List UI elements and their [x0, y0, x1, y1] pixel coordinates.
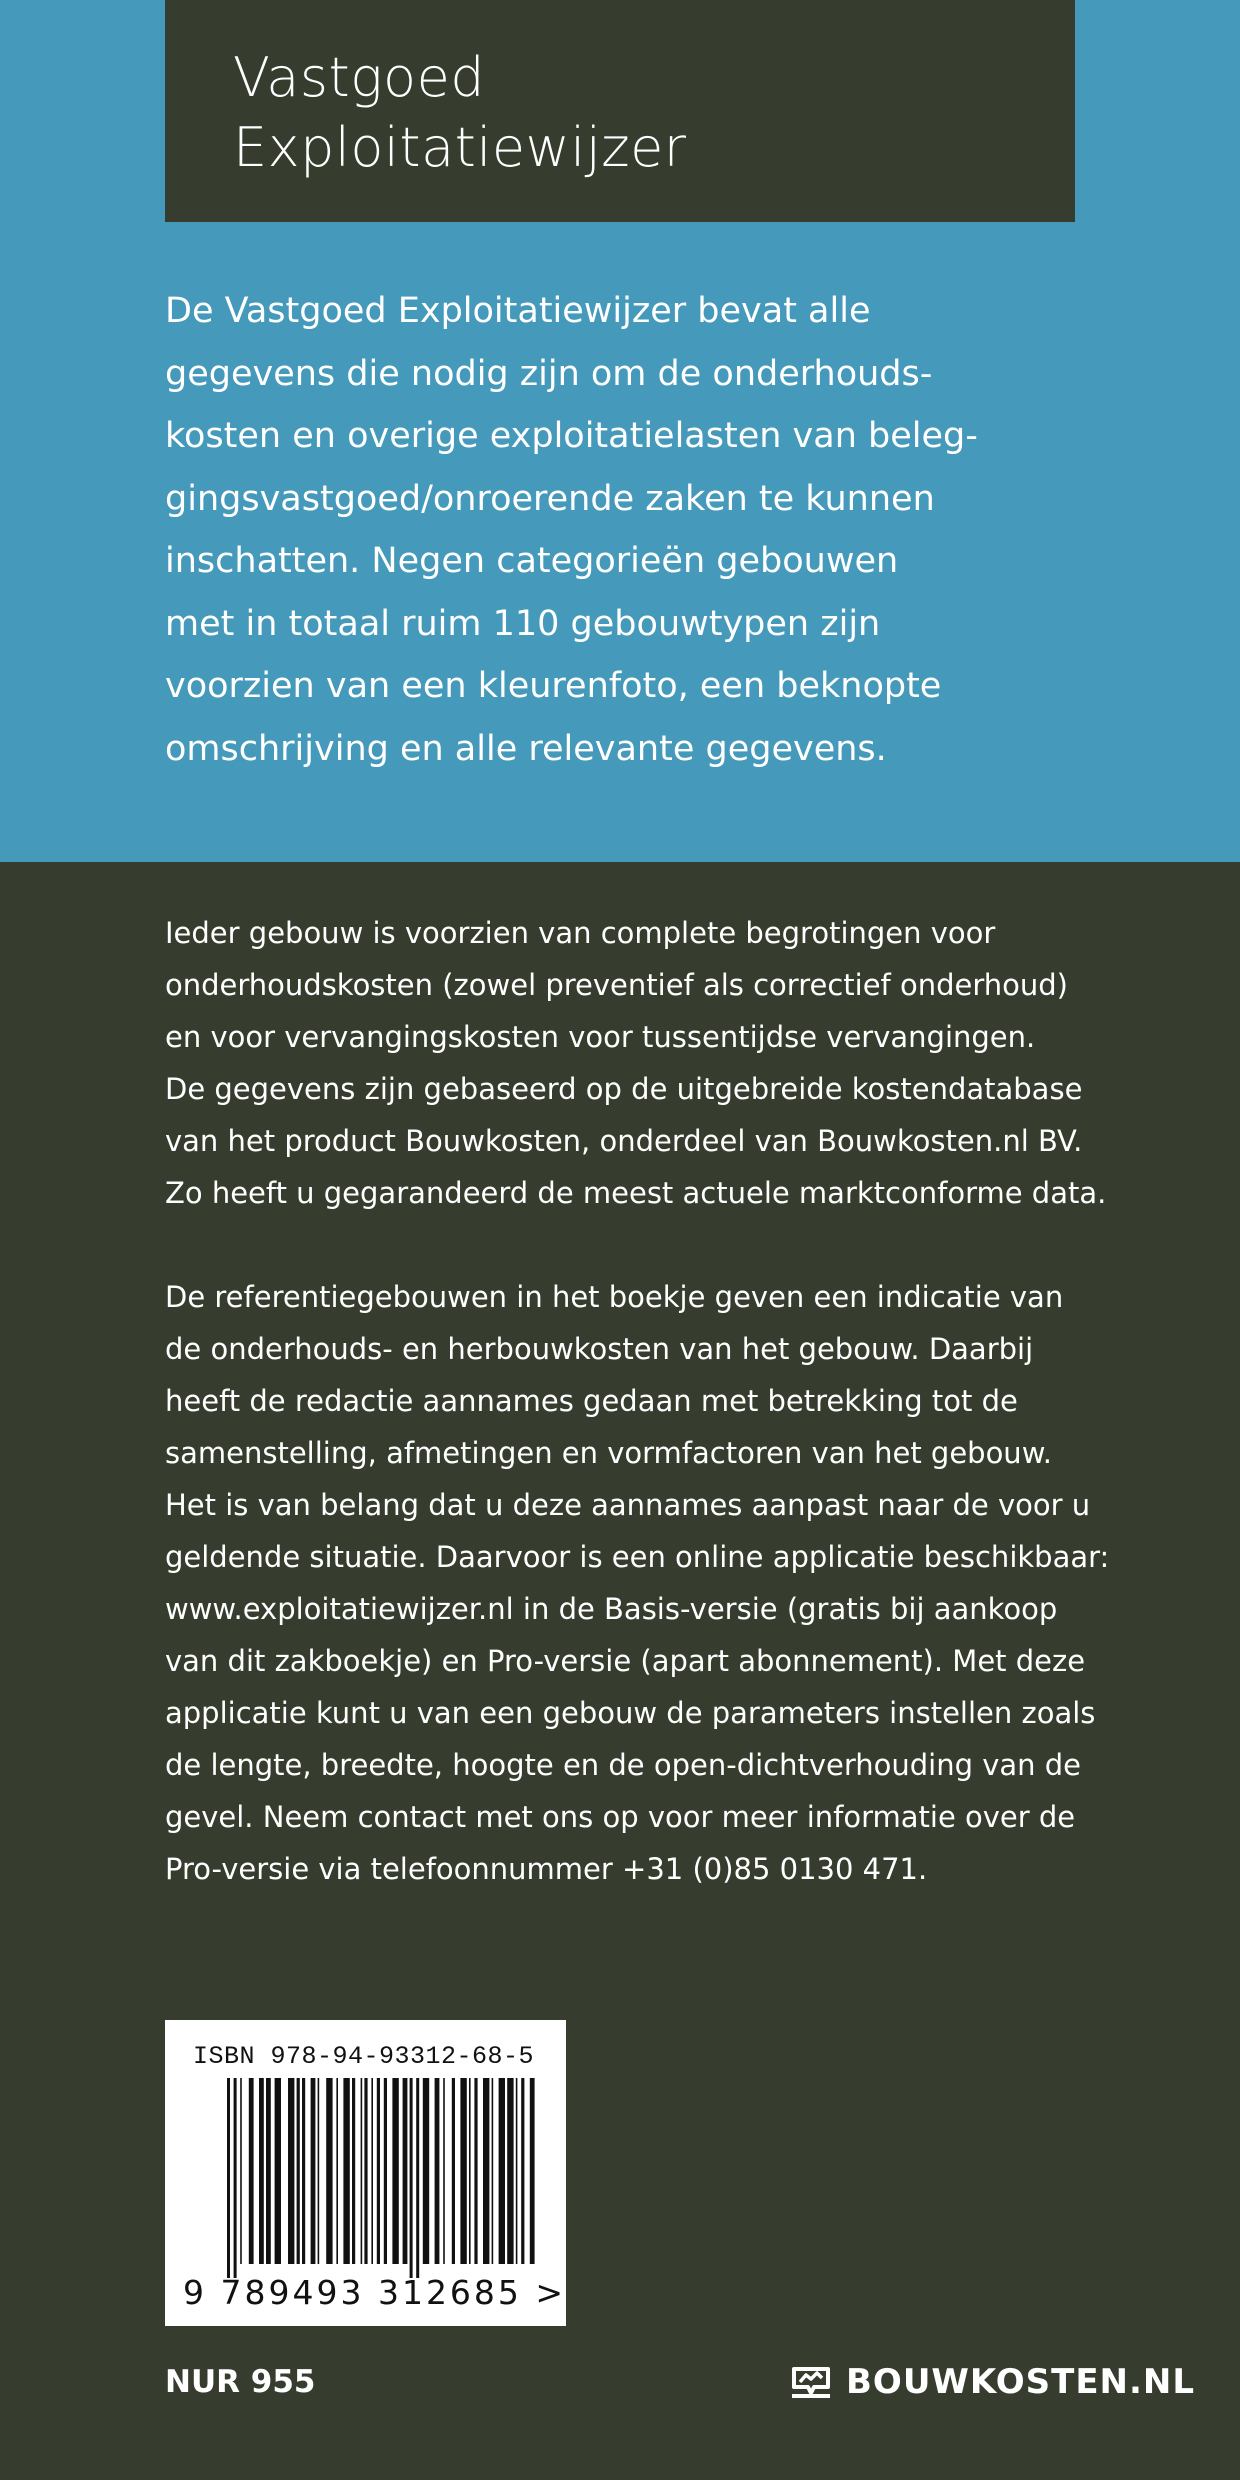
book-title-line-1: Vastgoed — [233, 46, 486, 109]
paragraph-line: Het is van belang dat u deze aannames aanpast naar de voor u — [165, 1488, 1091, 1522]
barcode-bar — [227, 2078, 230, 2278]
paragraph-line: de onderhouds- en herbouwkosten van het gebouw. Daarbij — [165, 1332, 1034, 1366]
barcode-bar — [336, 2078, 338, 2264]
paragraph-line: www.exploitatiewijzer.nl in de Basis-versie (gratis bij aankoop — [165, 1592, 1058, 1626]
barcode-bar — [259, 2078, 264, 2264]
paragraph-line: van dit zakboekje) en Pro-versie (apart abonnement). Met deze — [165, 1644, 1086, 1678]
ean-digits: 9 789493 312685 > — [183, 2273, 567, 2312]
barcode-bar — [288, 2078, 294, 2264]
barcode-bar — [483, 2078, 489, 2264]
intro-line: gegevens die nodig zijn om de onderhouds- — [165, 353, 933, 394]
intro-line: kosten en overige exploitatielasten van beleg- — [165, 416, 978, 456]
intro-text — [165, 280, 1085, 780]
paragraph-line: geldende situatie. Daarvoor is een online applicatie beschikbaar: — [165, 1540, 1110, 1574]
paragraph-reference-buildings — [165, 1271, 1145, 1895]
paragraph-line: Ieder gebouw is voorzien van complete begrotingen voor — [165, 916, 996, 950]
barcode-bar — [364, 2078, 367, 2264]
paragraph-line: Zo heeft u gegarandeerd de meest actuele marktconforme data. — [165, 1176, 1107, 1210]
barcode-bar — [266, 2078, 271, 2264]
intro-line: omschrijving en alle relevante gegevens. — [165, 728, 887, 769]
barcode-bar — [507, 2078, 513, 2264]
barcode-bar — [361, 2078, 363, 2264]
barcode-bar — [234, 2078, 237, 2278]
intro-line: met in totaal ruim 110 gebouwtypen zijn — [165, 603, 881, 644]
barcode-bar — [297, 2078, 300, 2264]
barcode-bar — [410, 2078, 413, 2278]
barcode-bar — [435, 2078, 440, 2264]
paragraph-line: onderhoudskosten (zowel preventief als correctief onderhoud) — [165, 968, 1068, 1002]
barcode-bar — [318, 2078, 320, 2264]
publisher-logo — [790, 2360, 1195, 2404]
paragraph-line: De referentiegebouwen in het boekje geven een indicatie van — [165, 1280, 1064, 1314]
paragraph-line: De gegevens zijn gebaseerd op de uitgebreide kostendatabase — [165, 1072, 1083, 1106]
barcode-bar — [249, 2078, 254, 2264]
nur-code: NUR 955 — [165, 2364, 316, 2400]
paragraph-line: Pro-versie via telefoonnummer +31 (0)85 0130 471. — [165, 1852, 928, 1886]
intro-line: De Vastgoed Exploitatiewijzer bevat alle — [165, 291, 871, 331]
intro-line: inschatten. Negen categorieën gebouwen — [165, 541, 899, 581]
paragraph-cost-estimates — [165, 907, 1145, 1219]
barcode-bar — [423, 2078, 429, 2264]
isbn-label: ISBN 978-94-93312-68-5 — [193, 2042, 535, 2071]
paragraph-line: heeft de redactie aannames gedaan met betrekking tot de — [165, 1384, 1018, 1418]
barcode-bar — [392, 2078, 398, 2264]
isbn-barcode — [165, 2020, 566, 2326]
publisher-name: BOUWKOSTEN.NL — [846, 2362, 1196, 2402]
paragraph-line: de lengte, breedte, hoogte en de open-dichtverhouding van de — [165, 1748, 1082, 1782]
barcode-bar — [469, 2078, 471, 2264]
barcode-bar — [492, 2078, 494, 2264]
barcode-bar — [403, 2078, 408, 2264]
barcode-bar — [302, 2078, 305, 2264]
barcode-bar — [530, 2078, 535, 2264]
barcode-bar — [521, 2078, 524, 2264]
barcode-bar — [343, 2078, 349, 2264]
intro-line: gingsvastgoed/onroerende zaken te kunnen — [165, 478, 935, 519]
barcode-bar — [371, 2078, 373, 2264]
book-title-line-2: Exploitatiewijzer — [233, 116, 687, 179]
barcode-bar — [443, 2078, 445, 2264]
paragraph-line: samenstelling, afmetingen en vormfactoren van het gebouw. — [165, 1436, 1052, 1470]
bouwkosten-logo-icon — [790, 2365, 832, 2399]
paragraph-line: en voor vervangingskosten voor tussentijdse vervangingen. — [165, 1020, 1036, 1054]
barcode-bar — [352, 2078, 355, 2264]
barcode-bar — [384, 2078, 387, 2264]
barcode-bar — [460, 2078, 466, 2264]
barcode-bar — [416, 2078, 419, 2278]
intro-line: voorzien van een kleurenfoto, een beknopte — [165, 666, 942, 706]
barcode-bar — [326, 2078, 332, 2264]
barcode-bar — [275, 2078, 281, 2264]
title-box — [165, 0, 1075, 222]
paragraph-line: applicatie kunt u van een gebouw de parameters instellen zoals — [165, 1696, 1096, 1730]
barcode-bar — [377, 2078, 380, 2264]
barcode-bar — [474, 2078, 477, 2264]
barcode-bar — [240, 2078, 242, 2264]
barcode-bar — [499, 2078, 505, 2264]
paragraph-line: van het product Bouwkosten, onderdeel van Bouwkosten.nl BV. — [165, 1124, 1083, 1158]
barcode-bar — [516, 2078, 518, 2264]
paragraph-line: gevel. Neem contact met ons op voor meer informatie over de — [165, 1800, 1076, 1834]
barcode-bar — [452, 2078, 455, 2264]
barcode-bar — [311, 2078, 316, 2264]
